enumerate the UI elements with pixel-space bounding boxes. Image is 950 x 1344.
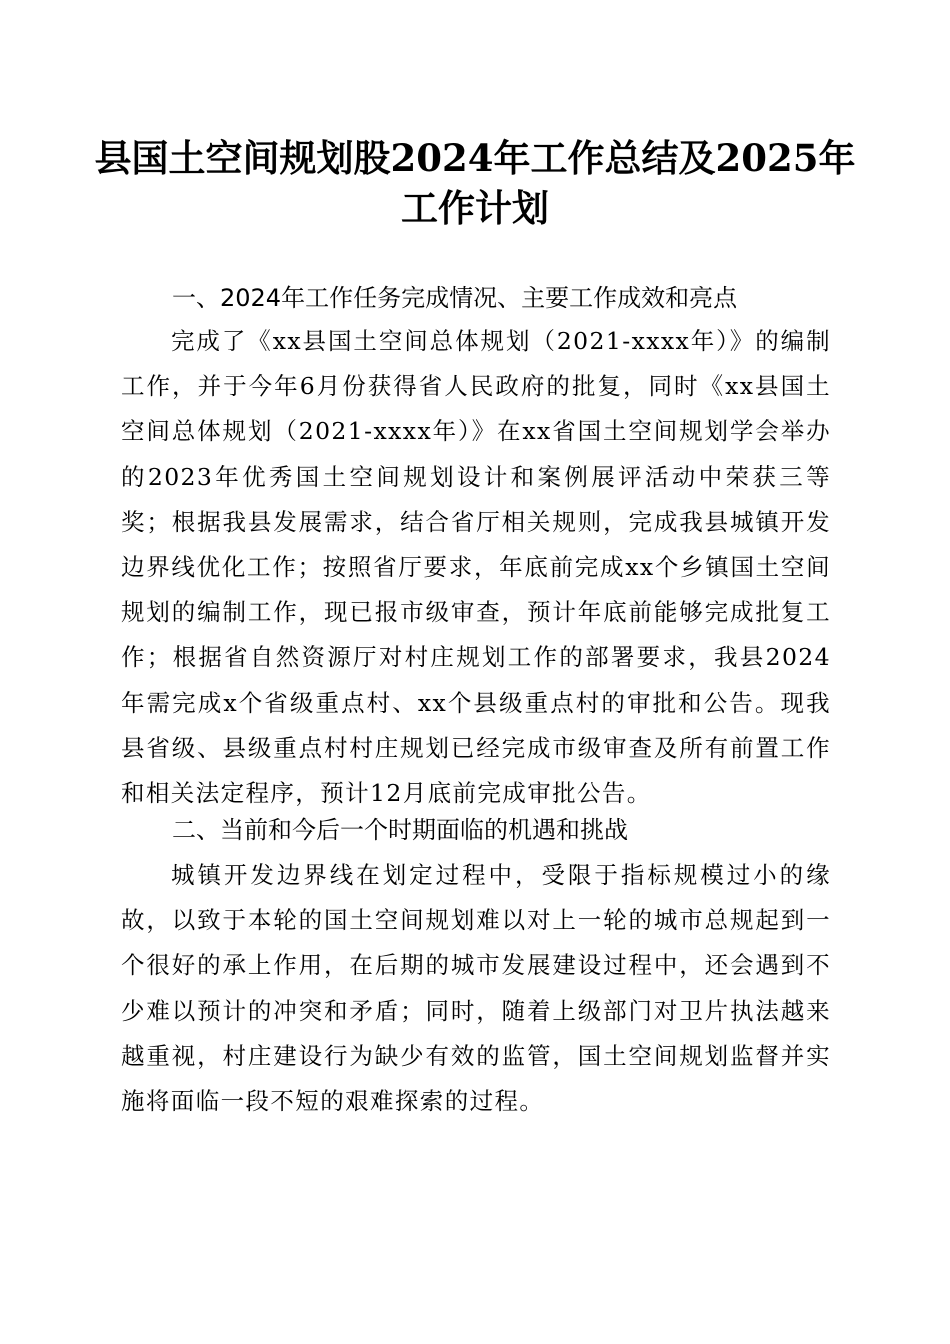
document-title-line-1: 县国土空间规划股2024年工作总结及2025年: [94, 136, 856, 180]
section-2-paragraph: 城镇开发边界线在划定过程中，受限于指标规模过小的缘故，以致于本轮的国土空间规划难以对上一轮的城市总规起到一个很好的承上作用，在后期的城市发展建设过程中，还会遇到不少难以预计的冲突和矛盾；同时，随着上级部门对卫片执法越来越重视，村庄建设行为缺少有效的监管，国土空间规划监督并实施将面临一段不短的艰难探索的过程。: [121, 861, 831, 1116]
section-1-heading: 一、2024年工作任务完成情况、主要工作成效和亮点: [172, 284, 738, 312]
section-2-heading: 二、当前和今后一个时期面临的机遇和挑战: [172, 816, 628, 844]
section-1-paragraph: 完成了《xx县国土空间总体规划（2021-xxxx年）》的编制工作，并于今年6月份获得省人民政府的批复，同时《xx县国土空间总体规划（2021-xxxx年）》在xx省国土空间规划学会举办的2023年优秀国土空间规划设计和案例展评活动中荣获三等奖；根据我县发展需求，结合省厅相关规则，完成我县城镇开发边界线优化工作；按照省厅要求，年底前完成xx个乡镇国土空间规划的编制工作，现已报市级审查，预计年底前能够完成批复工作；根据省自然资源厅对村庄规划工作的部署要求，我县2024年需完成x个省级重点村、xx个县级重点村的审批和公告。现我县省级、县级重点村村庄规划已经完成市级审查及所有前置工作和相关法定程序，预计12月底前完成审批公告。: [121, 327, 831, 808]
document-title-line-2: 工作计划: [401, 186, 549, 230]
